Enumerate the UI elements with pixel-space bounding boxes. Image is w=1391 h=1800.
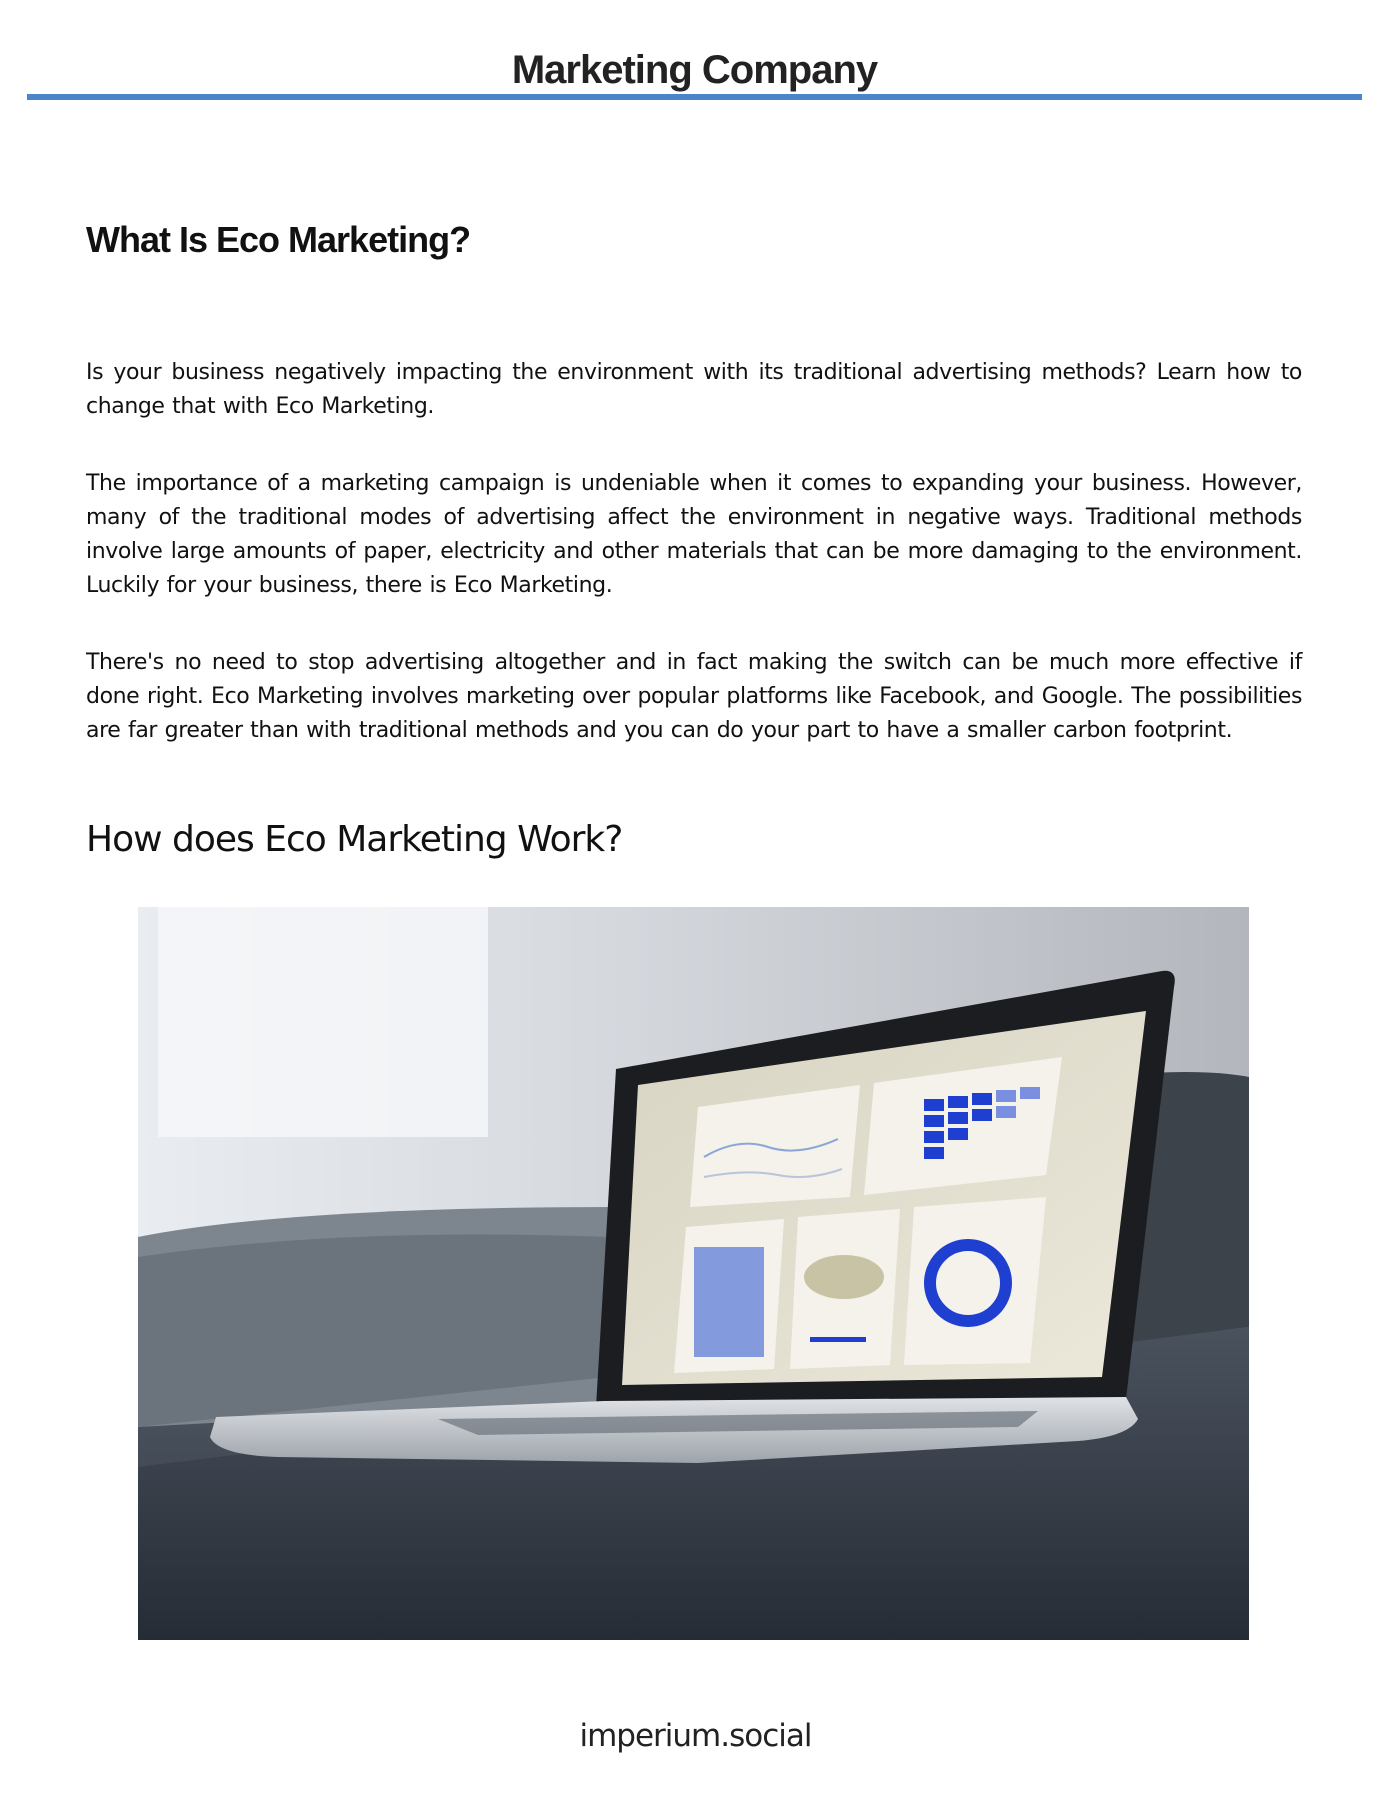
company-title: Marketing Company <box>511 48 878 92</box>
laptop-photo <box>138 907 1249 1640</box>
importance-paragraph: The importance of a marketing campaign is undeniable when it comes to expanding your business. However, many of the traditional modes of advertising affect the environment in negative ways. Traditional methods involve large amounts of paper, electricity and other materials that can be more damaging to the environment. Luckily for your business, there is Eco Marketing. <box>86 471 1302 598</box>
intro-paragraph: Is your business negatively impacting the environment with its traditional advertising methods? Learn how to change that with Eco Marketing. <box>86 360 1302 419</box>
footer-site: imperium.social <box>579 1718 812 1754</box>
article-subtitle: How does Eco Marketing Work? <box>86 819 623 860</box>
laptop-analytics-photo <box>138 907 1249 1640</box>
page-header <box>27 44 1362 100</box>
article-title: What Is Eco Marketing? <box>86 219 471 260</box>
switch-paragraph: There's no need to stop advertising altogether and in fact making the switch can be much more effective if done right. Eco Marketing involves marketing over popular platforms like Facebook, and Google. The possibilities are far greater than with traditional methods and you can do your part to have a smaller carbon footprint. <box>86 650 1302 743</box>
